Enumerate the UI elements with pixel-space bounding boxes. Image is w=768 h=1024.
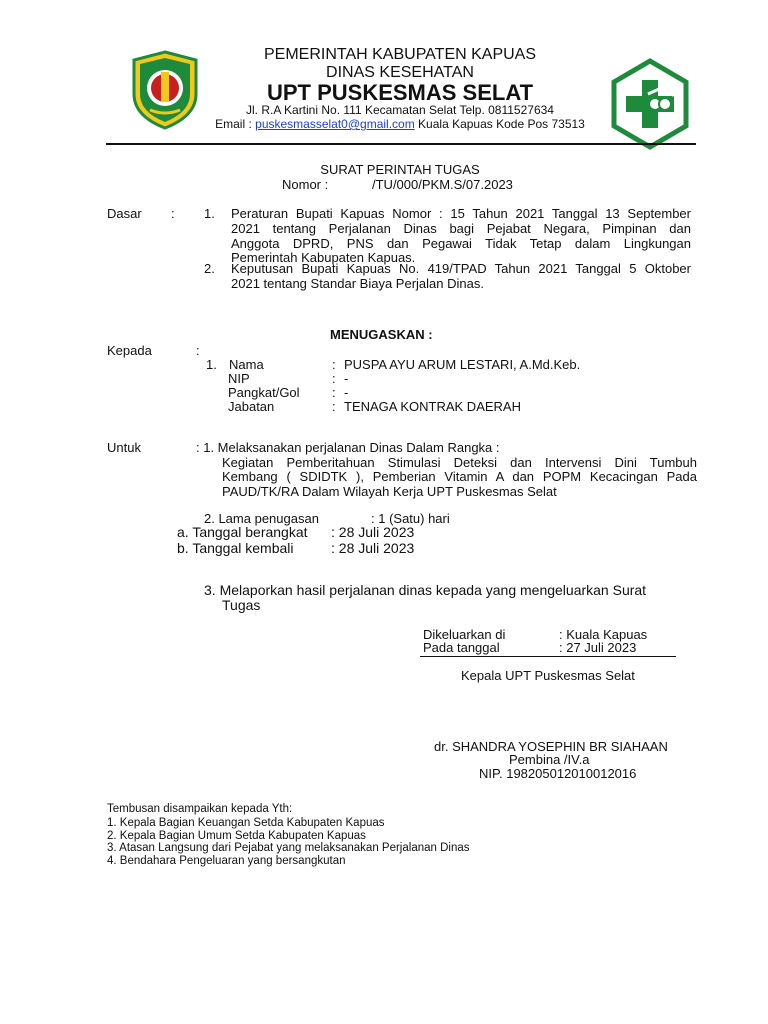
untuk-item-1-line-1: Kegiatan Pemberitahuan Stimulasi Deteksi dan Intervensi Dini Tumbuh bbox=[222, 455, 697, 470]
tembusan-item-2: 2. Kepala Bagian Umum Setda Kabupaten Kapuas bbox=[107, 830, 366, 842]
email-suffix: Kuala Kapuas Kode Pos 73513 bbox=[414, 117, 585, 131]
untuk-item-3-line-1: 3. Melaporkan hasil perjalanan dinas kepada yang mengeluarkan Surat bbox=[204, 582, 647, 598]
lama-penugasan-label: 2. Lama penugasan bbox=[204, 511, 319, 526]
menugaskan-heading: MENUGASKAN : bbox=[330, 327, 433, 342]
lama-penugasan-value: : 1 (Satu) hari bbox=[371, 511, 450, 526]
tembusan-item-4: 4. Bendahara Pengeluaran yang bersangkutan bbox=[107, 855, 346, 867]
dasar-item-2-num: 2. bbox=[204, 261, 215, 276]
header-line-2: DINAS KESEHATAN bbox=[326, 64, 474, 81]
signatory-nip: NIP. 198205012010012016 bbox=[479, 766, 637, 781]
tanggal-berangkat-label: a. Tanggal berangkat bbox=[177, 524, 308, 540]
untuk-item-3-line-2: Tugas bbox=[222, 597, 261, 613]
tembusan-item-3: 3. Atasan Langsung dari Pejabat yang melaksanakan Perjalanan Dinas bbox=[107, 842, 470, 854]
issue-divider bbox=[420, 656, 676, 657]
pangkat-label: Pangkat/Gol bbox=[228, 385, 300, 400]
document-title: SURAT PERINTAH TUGAS bbox=[320, 162, 480, 177]
kepada-colon: : bbox=[196, 343, 200, 358]
untuk-item-1-head: : 1. Melaksanakan perjalanan Dinas Dalam Rangka : bbox=[196, 440, 500, 455]
dasar-item-2-line-2: 2021 tentang Standar Biaya Perjalan Dinas. bbox=[231, 276, 484, 291]
dasar-colon: : bbox=[171, 206, 175, 221]
dasar-item-1-line-3: Anggota DPRD, PNS dan Pegawai Tidak Tetap dalam Lingkungan bbox=[231, 236, 691, 251]
nip-label: NIP bbox=[228, 371, 250, 386]
header-email-line bbox=[180, 117, 620, 131]
tembusan-title: Tembusan disampaikan kepada Yth: bbox=[107, 803, 293, 815]
dasar-item-1-num: 1. bbox=[204, 206, 215, 221]
pangkat-colon: : bbox=[332, 385, 336, 400]
nomor-value: /TU/000/PKM.S/07.2023 bbox=[372, 177, 513, 192]
nip-value: - bbox=[344, 371, 349, 386]
tanggal-kembali-label: b. Tanggal kembali bbox=[177, 540, 294, 556]
kepada-label: Kepada bbox=[107, 343, 152, 358]
kepada-num: 1. bbox=[206, 357, 217, 372]
header-address: Jl. R.A Kartini No. 111 Kecamatan Selat Telp. 0811527634 bbox=[246, 103, 554, 117]
email-label: Email : bbox=[215, 117, 256, 131]
dasar-item-2-line-1: Keputusan Bupati Kapuas No. 419/TPAD Tahun 2021 Tanggal 5 Oktober bbox=[231, 261, 691, 276]
puskesmas-logo-icon bbox=[610, 58, 690, 150]
jabatan-label: Jabatan bbox=[228, 399, 275, 414]
header-divider bbox=[106, 143, 696, 145]
signatory-rank: Pembina /IV.a bbox=[509, 752, 590, 767]
nama-colon: : bbox=[332, 357, 336, 372]
tanggal-berangkat-value: : 28 Juli 2023 bbox=[331, 524, 415, 540]
jabatan-colon: : bbox=[332, 399, 336, 414]
nip-colon: : bbox=[332, 371, 336, 386]
tanggal-kembali-value: : 28 Juli 2023 bbox=[331, 540, 415, 556]
tanggal-value: : 27 Juli 2023 bbox=[559, 640, 637, 655]
nama-value: PUSPA AYU ARUM LESTARI, A.Md.Keb. bbox=[344, 357, 581, 372]
dikeluarkan-value: : Kuala Kapuas bbox=[559, 627, 648, 642]
dikeluarkan-label: Dikeluarkan di bbox=[423, 627, 506, 642]
kepala-title: Kepala UPT Puskesmas Selat bbox=[461, 668, 635, 683]
pangkat-value: - bbox=[344, 385, 349, 400]
signatory-name: dr. SHANDRA YOSEPHIN BR SIAHAAN bbox=[434, 739, 668, 754]
untuk-label: Untuk bbox=[107, 440, 141, 455]
header-title: UPT PUSKESMAS SELAT bbox=[266, 80, 534, 105]
dasar-item-1-line-4: Pemerintah Kabupaten Kapuas. bbox=[231, 250, 416, 265]
tanggal-label: Pada tanggal bbox=[423, 640, 500, 655]
nomor-label: Nomor : bbox=[282, 177, 329, 192]
tembusan-item-1: 1. Kepala Bagian Keuangan Setda Kabupaten Kapuas bbox=[107, 817, 385, 829]
untuk-item-1-line-2: Kembang ( SDIDTK ), Pemberian Vitamin A dan POPM Kecacingan Pada bbox=[222, 469, 697, 484]
dasar-label: Dasar bbox=[107, 206, 142, 221]
header-line-1: PEMERINTAH KABUPATEN KAPUAS bbox=[263, 46, 537, 63]
jabatan-value: TENAGA KONTRAK DAERAH bbox=[344, 399, 521, 414]
email-link[interactable]: puskesmasselat0@gmail.com bbox=[255, 117, 415, 131]
dasar-item-1-line-2: 2021 tentang Perjalanan Dinas bagi Pejabat Negara, Pimpinan dan bbox=[231, 221, 691, 236]
untuk-item-1-line-3: PAUD/TK/RA Dalam Wilayah Kerja UPT Puskesmas Selat bbox=[222, 484, 557, 499]
nama-label: Nama bbox=[229, 357, 264, 372]
dasar-item-1-line-1: Peraturan Bupati Kapuas Nomor : 15 Tahun 2021 Tanggal 13 September bbox=[231, 206, 691, 221]
